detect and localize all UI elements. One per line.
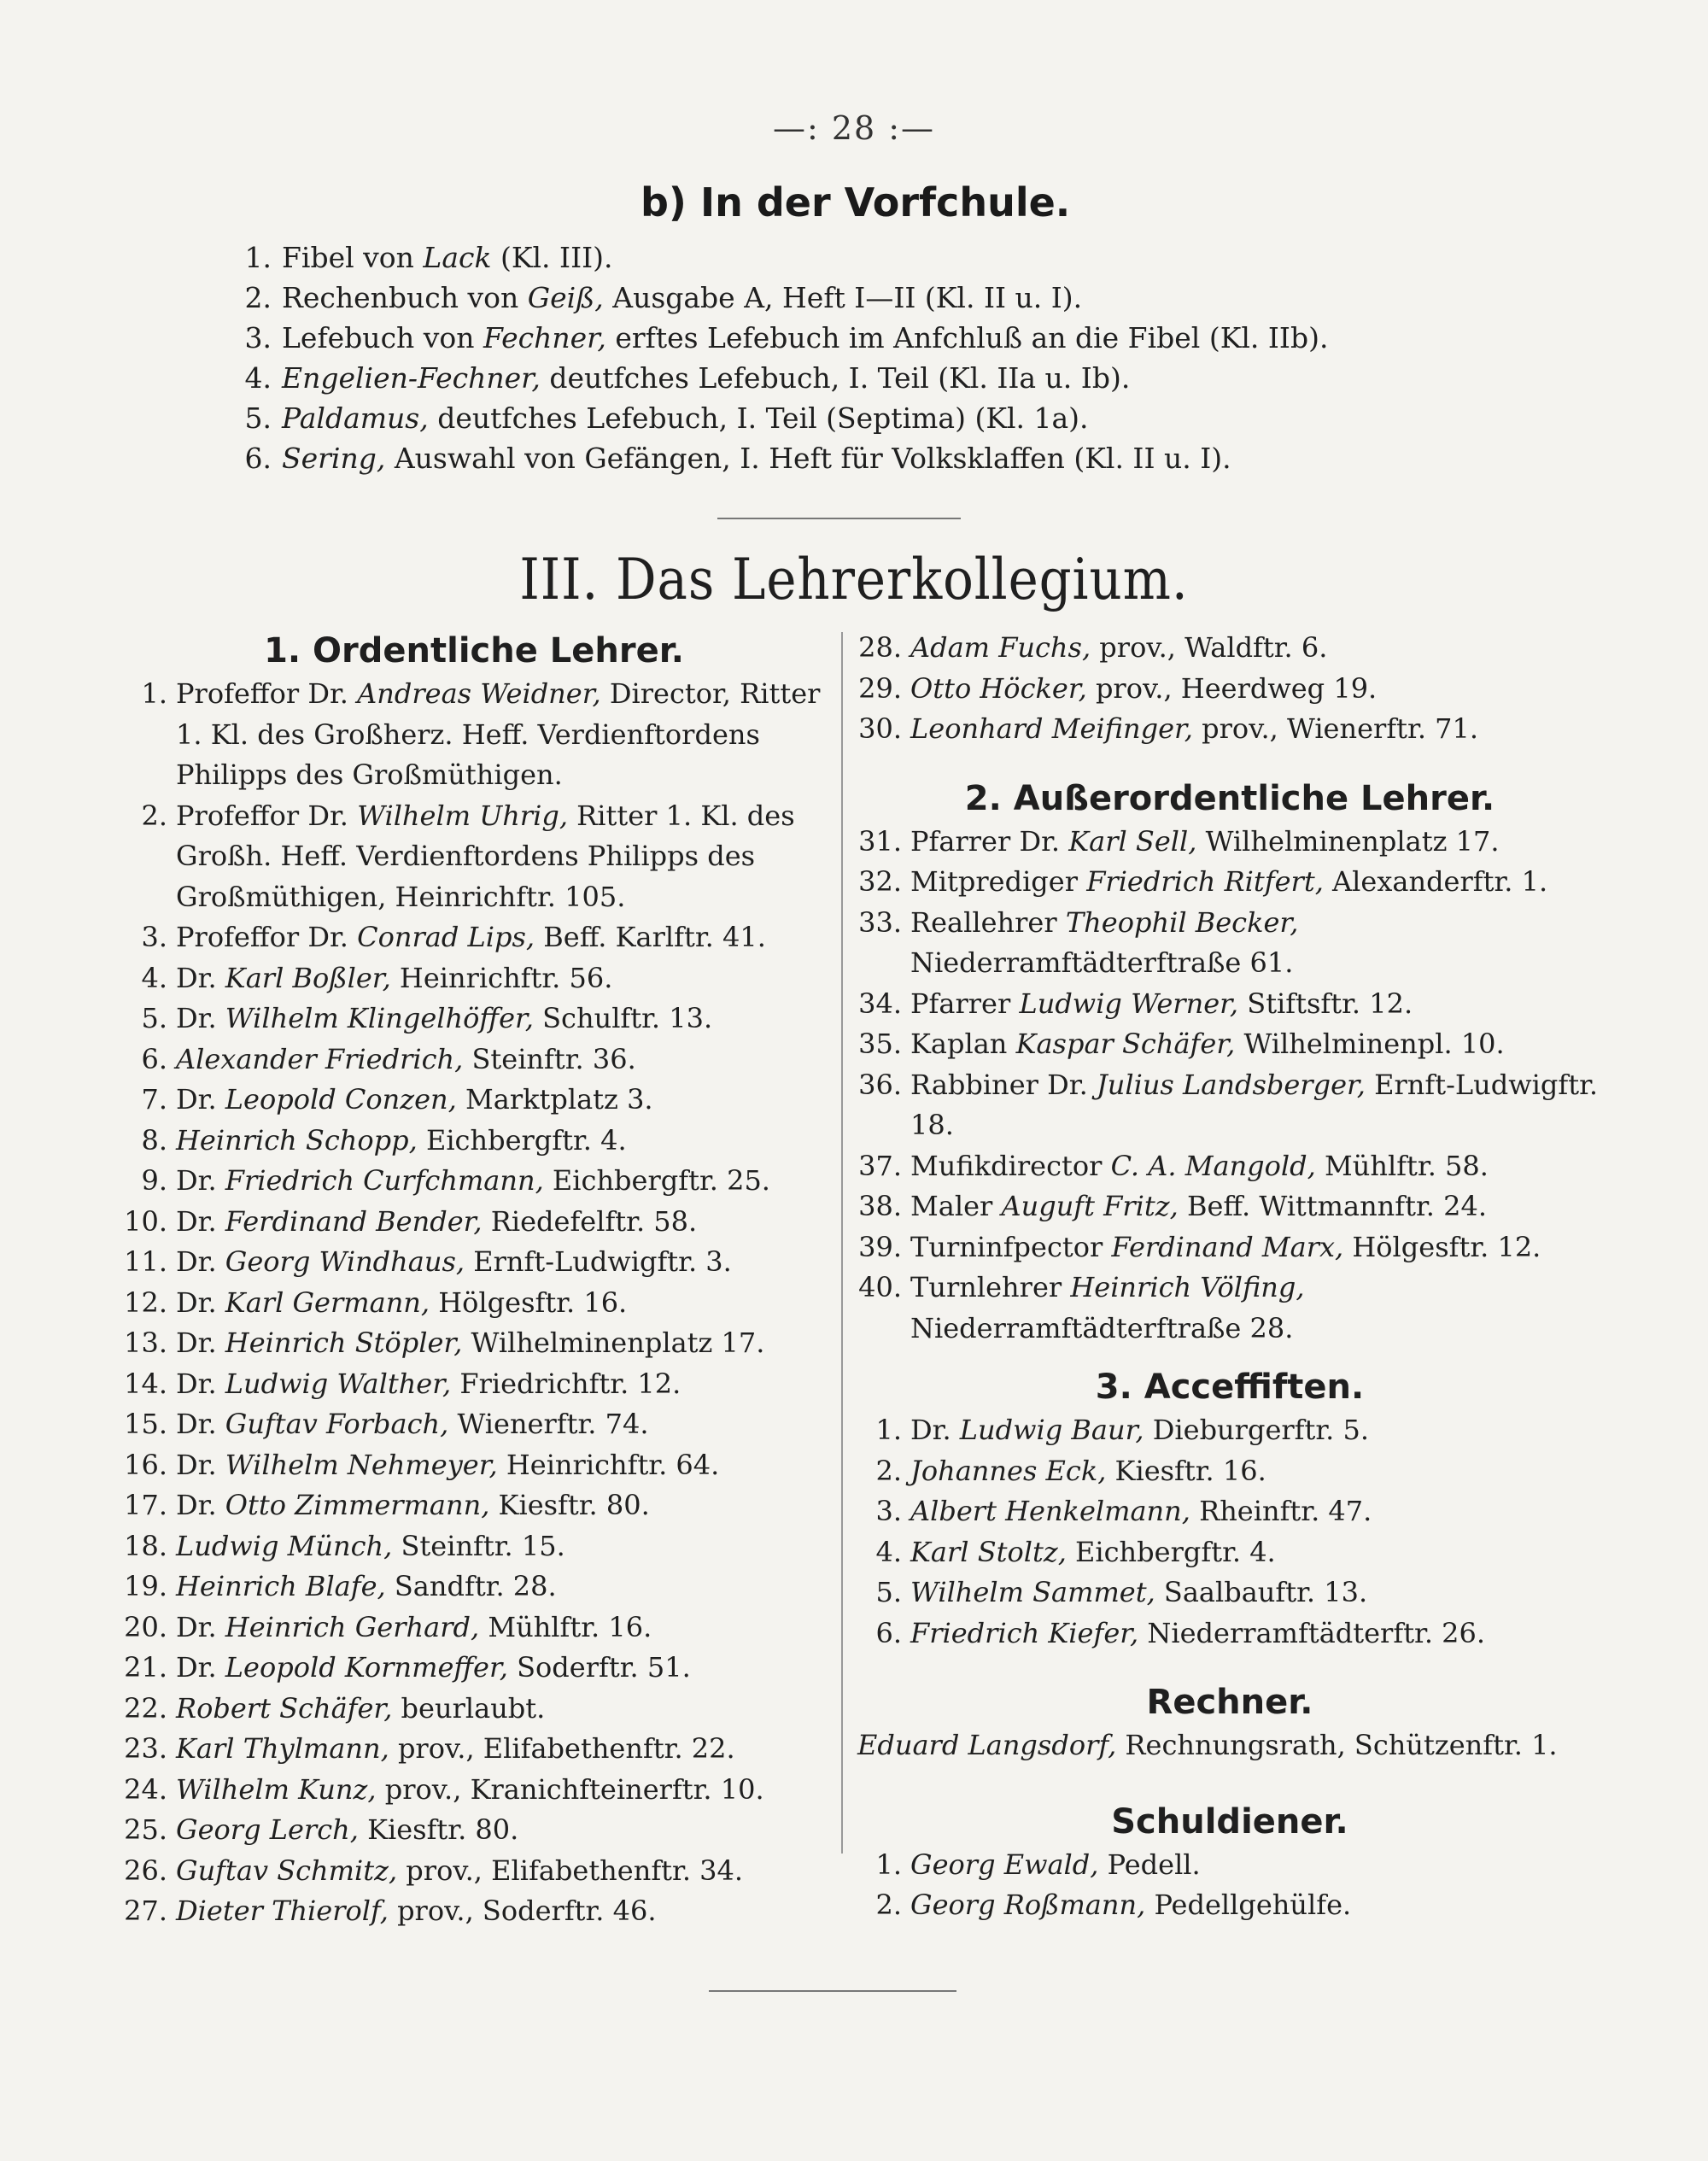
person-name: Ludwig Baur,	[959, 1414, 1144, 1446]
item-detail: Beff. Wittmannftr. 24.	[1178, 1190, 1487, 1222]
person-name: Dieter Thierolf,	[176, 1895, 389, 1927]
item-prefix: Dr.	[176, 1448, 225, 1481]
list-item	[120, 796, 828, 918]
item-detail: Mühlftr. 58.	[1315, 1149, 1489, 1182]
item-detail: Sandftr. 28.	[385, 1570, 557, 1602]
person-name: Otto Zimmermann,	[225, 1489, 490, 1521]
person-name: Georg Roßmann,	[910, 1889, 1146, 1921]
list-item: 6. Sering, Auswahl von Gefängen, I. Heft für Volksklaffen (Kl. II u. I).	[244, 442, 1231, 475]
item-number: 31.	[858, 824, 902, 858]
item-number: 9.	[141, 1164, 167, 1197]
item-prefix: Dr.	[176, 1083, 225, 1116]
item-number: 39.	[858, 1230, 902, 1263]
right-column	[854, 628, 1606, 1926]
item-number: 2.	[875, 1889, 902, 1921]
item-detail: Rheinftr. 47.	[1190, 1495, 1372, 1527]
ausserordentliche-heading: 2. Außerordentliche Lehrer.	[964, 778, 1495, 818]
person-name: C. A. Mangold,	[1110, 1149, 1316, 1182]
list-item	[854, 1410, 1606, 1451]
item-prefix: Dr.	[176, 1204, 225, 1238]
person-name: Guftav Schmitz,	[176, 1854, 398, 1887]
list-item: 4. Engelien-Fechner, deutfches Lefebuch, I. Teil (Kl. IIa u. Ib).	[244, 361, 1131, 395]
list-item	[120, 1729, 828, 1770]
item-prefix: Dr.	[176, 1610, 225, 1643]
item-detail: Schulftr. 13.	[533, 1002, 713, 1034]
person-name: Karl Thylmann,	[176, 1732, 389, 1765]
list-item	[120, 1689, 828, 1730]
person-name: Wilhelm Kunz,	[176, 1772, 377, 1806]
list-item	[854, 628, 1606, 669]
rechner-entry: Eduard Langsdorf, Rechnungsrath, Schützenftr. 1.	[857, 1729, 1558, 1761]
item-number: 7.	[141, 1083, 167, 1116]
item-detail: Wilhelminenplatz 17.	[462, 1326, 765, 1359]
person-name: Georg Ewald,	[910, 1848, 1099, 1881]
person-name: Theophil Becker,	[1065, 905, 1299, 939]
person-name: Robert Schäfer,	[176, 1691, 393, 1725]
list-item	[854, 1451, 1606, 1492]
item-detail: beurlaubt.	[392, 1691, 546, 1725]
person-name: Johannes Eck,	[910, 1454, 1107, 1487]
list-item	[854, 1065, 1606, 1146]
item-detail: Eichbergftr. 4.	[417, 1123, 627, 1157]
item-number: 28.	[858, 631, 902, 664]
item-prefix: Pfarrer	[910, 987, 1020, 1020]
left-column	[120, 628, 828, 1932]
item-detail: Dieburgerftr. 5.	[1144, 1414, 1370, 1446]
list-item	[120, 1567, 828, 1608]
item-prefix: Dr.	[176, 1285, 225, 1319]
item-prefix: Turninfpector	[910, 1230, 1112, 1263]
item-detail: Riedefelftr. 58.	[482, 1204, 698, 1238]
item-number: 36.	[858, 1068, 902, 1101]
list-item	[120, 1283, 828, 1324]
list-item	[854, 1845, 1606, 1886]
list-item	[120, 1608, 828, 1649]
person-name: Friedrich Kiefer,	[910, 1616, 1139, 1649]
list-item	[854, 903, 1606, 984]
list-item	[854, 984, 1606, 1025]
person-name: Wilhelm Sammet,	[910, 1576, 1155, 1608]
list-item	[120, 1445, 828, 1486]
item-number: 37.	[858, 1149, 902, 1182]
list-item	[854, 1613, 1606, 1654]
person-name: Karl Stoltz,	[910, 1535, 1067, 1568]
item-detail: Pedell.	[1098, 1848, 1201, 1881]
item-number: 29.	[858, 671, 902, 705]
item-number: 6.	[141, 1042, 167, 1075]
person-name: Ferdinand Marx,	[1111, 1230, 1344, 1263]
rechner-heading: Rechner.	[1146, 1683, 1313, 1722]
item-number: 40.	[858, 1271, 902, 1303]
item-detail: Kiesftr. 16.	[1106, 1454, 1266, 1487]
person-name: Ludwig Münch,	[176, 1529, 393, 1562]
list-item	[120, 1161, 828, 1202]
person-name: Georg Lerch,	[176, 1813, 359, 1846]
item-detail: Wilhelminenplatz 17.	[1196, 824, 1500, 858]
item-number: 24.	[124, 1772, 167, 1806]
list-item	[854, 1491, 1606, 1532]
item-detail: Heinrichftr. 64.	[497, 1448, 720, 1481]
person-name: Kaspar Schäfer,	[1015, 1028, 1236, 1060]
item-detail: Wienerftr. 74.	[448, 1408, 649, 1440]
item-number: 35.	[858, 1028, 902, 1060]
item-detail: prov., Kranichfteinerftr. 10.	[376, 1772, 764, 1806]
list-item	[854, 1024, 1606, 1065]
item-number: 2.	[141, 799, 167, 832]
item-prefix: Kaplan	[910, 1028, 1016, 1060]
item-detail: Saalbauftr. 13.	[1155, 1576, 1368, 1608]
person-name: Leonhard Meifinger,	[910, 712, 1193, 745]
list-item	[854, 1885, 1606, 1926]
item-number: 14.	[124, 1367, 167, 1400]
item-number: 19.	[124, 1570, 167, 1602]
list-item	[854, 822, 1606, 863]
list-item	[120, 1202, 828, 1243]
person-name: Leopold Conzen,	[225, 1083, 457, 1116]
item-detail: Eichbergftr. 4.	[1066, 1535, 1276, 1568]
list-item	[854, 669, 1606, 710]
item-prefix: Profeffor Dr.	[176, 799, 358, 832]
item-number: 5.	[141, 1002, 167, 1034]
item-detail: Marktplatz 3.	[456, 1083, 653, 1116]
item-detail: Soderftr. 51.	[507, 1651, 691, 1684]
item-number: 22.	[124, 1691, 167, 1725]
item-detail: Alexanderftr. 1.	[1323, 865, 1548, 898]
item-detail: Director, Ritter 1. Kl. des Großherz. Heff. Verdienftordens Philipps des Großmüthigen.	[176, 677, 821, 791]
item-number: 12.	[124, 1285, 167, 1319]
person-name: Auguft Fritz,	[1001, 1190, 1179, 1222]
person-name: Alexander Friedrich,	[176, 1042, 464, 1075]
item-number: 1.	[141, 677, 167, 710]
item-number: 4.	[141, 961, 167, 994]
person-name: Heinrich Gerhard,	[225, 1610, 480, 1643]
bottom-divider	[709, 1990, 956, 1992]
item-number: 15.	[124, 1408, 167, 1440]
list-item	[120, 917, 828, 958]
person-name: Ludwig Werner,	[1019, 987, 1239, 1020]
list-item: 2. Rechenbuch von Geiß, Ausgabe A, Heft I—II (Kl. II u. I).	[244, 281, 1083, 314]
item-detail: Ritter 1. Kl. des Großh. Heff. Verdienftordens Philipps des Großmüthigen, Heinrichftr. 105.	[176, 799, 795, 913]
item-prefix: Dr.	[176, 1245, 225, 1278]
item-number: 2.	[875, 1454, 902, 1487]
item-number: 4.	[875, 1535, 902, 1568]
item-detail: Beff. Karlftr. 41.	[535, 921, 766, 953]
person-name: Friedrich Ritfert,	[1086, 865, 1324, 898]
person-name: Heinrich Blafe,	[176, 1570, 386, 1602]
item-prefix: Rabbiner Dr.	[910, 1068, 1097, 1101]
item-detail: prov., Heerdweg 19.	[1086, 671, 1378, 705]
list-item	[854, 1532, 1606, 1573]
list-item	[120, 1121, 828, 1162]
list-item: 3. Lefebuch von Fechner, erftes Lefebuch im Anfchluß an die Fibel (Kl. IIb).	[244, 321, 1329, 354]
item-number: 33.	[858, 905, 902, 939]
person-name: Wilhelm Klingelhöffer,	[225, 1002, 534, 1034]
item-detail: Hölgesftr. 12.	[1343, 1230, 1541, 1263]
item-number: 1.	[875, 1414, 902, 1446]
person-name: Karl Sell,	[1068, 824, 1197, 858]
list-item: 1. Fibel von Lack (Kl. III).	[244, 241, 613, 274]
person-name: Julius Landsberger,	[1096, 1068, 1366, 1101]
list-item	[120, 1891, 828, 1932]
item-detail: Niederramftädterftr. 26.	[1138, 1616, 1486, 1649]
list-item	[854, 709, 1606, 750]
item-number: 3.	[875, 1495, 902, 1527]
item-number: 27.	[124, 1895, 167, 1927]
item-number: 38.	[858, 1190, 902, 1222]
list-item	[120, 674, 828, 796]
list-item	[120, 1080, 828, 1121]
schuldiener-heading: Schuldiener.	[1111, 1801, 1348, 1842]
item-prefix: Dr.	[176, 1651, 225, 1684]
item-detail: Heinrichftr. 56.	[390, 961, 613, 994]
person-name: Heinrich Stöpler,	[225, 1326, 463, 1359]
item-prefix: Maler	[910, 1190, 1002, 1222]
item-detail: prov., Elifabethenftr. 34.	[397, 1854, 744, 1887]
list-item	[120, 1040, 828, 1080]
item-number: 23.	[124, 1732, 167, 1765]
item-detail: Stiftsftr. 12.	[1238, 987, 1413, 1020]
person-name: Heinrich Schopp,	[176, 1123, 418, 1157]
item-detail: prov., Soderftr. 46.	[388, 1895, 657, 1927]
item-number: 30.	[858, 712, 902, 745]
item-detail: Eichbergftr. 25.	[543, 1164, 770, 1197]
person-name: Karl Germann,	[225, 1285, 430, 1319]
item-prefix: Dr.	[910, 1414, 960, 1446]
person-name: Albert Henkelmann,	[910, 1495, 1190, 1527]
item-prefix: Dr.	[176, 1164, 225, 1197]
person-name: Ferdinand Bender,	[225, 1204, 483, 1238]
person-name: Ludwig Walther,	[225, 1367, 452, 1400]
item-number: 18.	[124, 1529, 167, 1562]
item-number: 34.	[858, 987, 902, 1020]
accessisten-heading: 3. Acceffiften.	[1095, 1367, 1365, 1407]
item-prefix: Pfarrer Dr.	[910, 824, 1069, 858]
list-item	[120, 1242, 828, 1283]
person-name: Wilhelm Uhrig,	[357, 799, 568, 832]
item-detail: prov., Elifabethenftr. 22.	[389, 1732, 735, 1765]
item-prefix: Dr.	[176, 1408, 225, 1440]
list-item	[120, 1485, 828, 1526]
list-item	[854, 1227, 1606, 1268]
item-number: 1.	[875, 1848, 902, 1881]
item-prefix: Dr.	[176, 1367, 225, 1400]
person-name: Georg Windhaus,	[225, 1245, 465, 1278]
item-number: 26.	[124, 1854, 167, 1887]
item-number: 3.	[141, 921, 167, 953]
person-name: Andreas Weidner,	[357, 677, 601, 710]
item-prefix: Turnlehrer	[910, 1271, 1071, 1303]
section-divider	[717, 518, 961, 519]
item-prefix: Dr.	[176, 1002, 225, 1034]
item-number: 20.	[124, 1610, 167, 1643]
list-item	[120, 1526, 828, 1567]
list-item	[854, 1146, 1606, 1187]
item-prefix: Profeffor Dr.	[176, 677, 358, 710]
item-number: 13.	[124, 1326, 167, 1359]
item-number: 21.	[124, 1651, 167, 1684]
list-item	[120, 958, 828, 999]
item-detail: prov., Waldftr. 6.	[1091, 631, 1328, 664]
person-name: Karl Boßler,	[225, 961, 391, 994]
item-detail: prov., Wienerftr. 71.	[1192, 712, 1479, 745]
list-item	[120, 999, 828, 1040]
item-detail: Steinftr. 15.	[392, 1529, 565, 1562]
item-detail: Steinftr. 36.	[463, 1042, 636, 1075]
person-name: Heinrich Völfing,	[1070, 1271, 1305, 1303]
item-detail: Friedrichftr. 12.	[451, 1367, 681, 1400]
vorschule-list	[196, 237, 1477, 478]
item-detail: Ernft-Ludwigftr. 3.	[465, 1245, 732, 1278]
list-item	[120, 1364, 828, 1405]
item-prefix: Dr.	[176, 961, 225, 994]
item-prefix: Mitprediger	[910, 865, 1087, 898]
item-detail: Kiesftr. 80.	[358, 1813, 519, 1846]
item-prefix: Reallehrer	[910, 905, 1066, 939]
list-item	[854, 1268, 1606, 1349]
person-name: Leopold Kornmeffer,	[225, 1651, 508, 1684]
page-title: III. Das Lehrerkollegium.	[519, 547, 1189, 612]
item-number: 10.	[124, 1204, 167, 1238]
person-name: Friedrich Curfchmann,	[225, 1164, 544, 1197]
list-item: 5. Paldamus, deutfches Lefebuch, I. Teil (Septima) (Kl. 1a).	[244, 401, 1089, 435]
item-number: 6.	[875, 1616, 902, 1649]
list-item	[854, 1186, 1606, 1227]
item-detail: Ernft-Ludwigftr. 18.	[910, 1068, 1599, 1141]
vorschule-heading: b) In der Vorfchule.	[640, 179, 1071, 225]
item-prefix: Mufikdirector	[910, 1149, 1111, 1182]
column-divider	[841, 632, 843, 1854]
item-prefix: Dr.	[176, 1326, 225, 1359]
item-number: 8.	[141, 1123, 167, 1157]
item-number: 11.	[124, 1245, 167, 1278]
item-detail: Pedellgehülfe.	[1145, 1889, 1352, 1921]
page-number: —: 28 :—	[772, 109, 936, 147]
item-prefix: Profeffor Dr.	[176, 921, 358, 953]
item-detail: Wilhelminenpl. 10.	[1235, 1028, 1505, 1060]
list-item	[120, 1770, 828, 1811]
list-item	[854, 1572, 1606, 1613]
item-prefix: Dr.	[176, 1489, 225, 1521]
item-number: 25.	[124, 1813, 167, 1846]
item-number: 16.	[124, 1448, 167, 1481]
item-detail: Niederramftädterftraße 28.	[910, 1311, 1294, 1344]
list-item	[120, 1851, 828, 1892]
item-detail: Hölgesftr. 16.	[430, 1285, 628, 1319]
list-item	[854, 862, 1606, 903]
person-name: Conrad Lips,	[357, 921, 535, 953]
list-item	[120, 1648, 828, 1689]
item-number: 32.	[858, 865, 902, 898]
list-item	[120, 1323, 828, 1364]
person-name: Guftav Forbach,	[225, 1408, 449, 1440]
item-number: 5.	[875, 1576, 902, 1608]
list-item	[120, 1404, 828, 1445]
person-name: Wilhelm Nehmeyer,	[225, 1448, 498, 1481]
person-name: Otto Höcker,	[910, 671, 1087, 705]
list-item	[120, 1810, 828, 1851]
item-detail: Mühlftr. 16.	[479, 1610, 652, 1643]
item-detail: Niederramftädterftraße 61.	[910, 946, 1294, 979]
item-detail: Kiesftr. 80.	[489, 1489, 650, 1521]
item-number: 17.	[124, 1489, 167, 1521]
person-name: Adam Fuchs,	[910, 631, 1091, 664]
ordentliche-heading: 1. Ordentliche Lehrer.	[264, 631, 684, 671]
